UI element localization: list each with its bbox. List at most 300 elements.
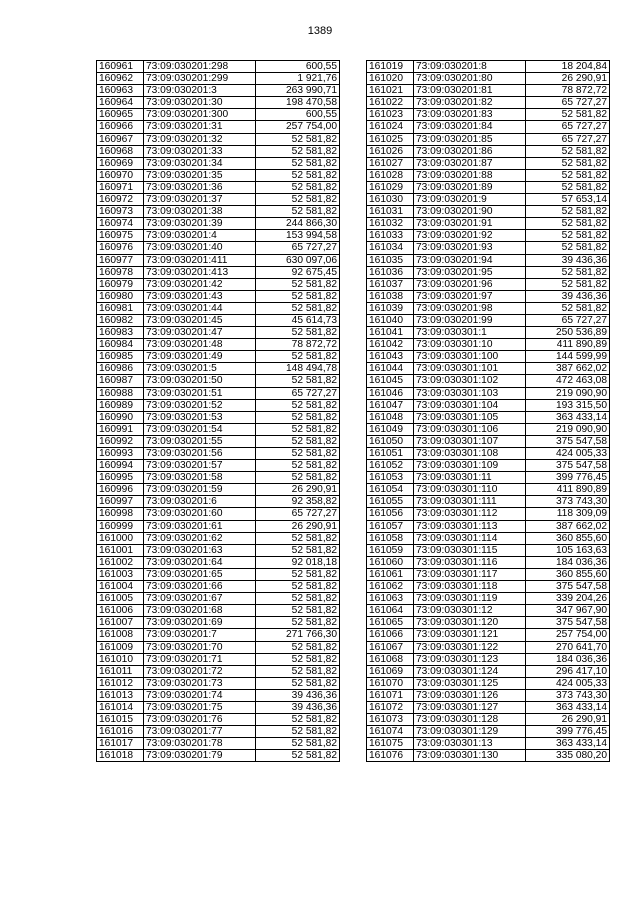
cadastral-value: 375 547,58 — [526, 460, 610, 472]
cadastral-number: 73:09:030201:45 — [144, 314, 256, 326]
row-number: 160978 — [97, 266, 144, 278]
table-row — [97, 496, 340, 508]
row-number: 160994 — [97, 460, 144, 472]
cadastral-number: 73:09:030201:64 — [144, 556, 256, 568]
row-number: 161014 — [97, 701, 144, 713]
row-number: 160963 — [97, 85, 144, 97]
cadastral-number: 73:09:030301:112 — [414, 508, 526, 520]
cadastral-value: 52 581,82 — [256, 448, 340, 460]
table-row — [97, 653, 340, 665]
table-row — [367, 653, 610, 665]
cadastral-number: 73:09:030301:108 — [414, 448, 526, 460]
cadastral-number: 73:09:030201:96 — [414, 278, 526, 290]
table-row — [97, 726, 340, 738]
cadastral-number: 73:09:030201:6 — [144, 496, 256, 508]
table-row — [367, 133, 610, 145]
cadastral-value: 52 581,82 — [256, 665, 340, 677]
table-row — [367, 520, 610, 532]
cadastral-value: 39 436,36 — [256, 701, 340, 713]
cadastral-number: 73:09:030201:91 — [414, 218, 526, 230]
table-row — [367, 750, 610, 762]
table-row — [367, 738, 610, 750]
cadastral-number: 73:09:030201:80 — [414, 73, 526, 85]
cadastral-value: 52 581,82 — [256, 460, 340, 472]
cadastral-value: 52 581,82 — [526, 169, 610, 181]
cadastral-number: 73:09:030201:8 — [414, 61, 526, 73]
cadastral-number: 73:09:030201:73 — [144, 677, 256, 689]
cadastral-value: 52 581,82 — [256, 568, 340, 580]
row-number: 161068 — [367, 653, 414, 665]
cadastral-value: 339 204,26 — [526, 593, 610, 605]
cadastral-number: 73:09:030201:75 — [144, 701, 256, 713]
table-row — [367, 689, 610, 701]
cadastral-number: 73:09:030201:97 — [414, 290, 526, 302]
cadastral-number: 73:09:030301:100 — [414, 351, 526, 363]
row-number: 161002 — [97, 556, 144, 568]
table-row — [367, 701, 610, 713]
row-number: 161019 — [367, 61, 414, 73]
table-row — [367, 399, 610, 411]
row-number: 161043 — [367, 351, 414, 363]
row-number: 160970 — [97, 169, 144, 181]
page-number: 1389 — [307, 25, 333, 37]
table-row — [367, 242, 610, 254]
table-row — [97, 605, 340, 617]
cadastral-value: 244 866,30 — [256, 218, 340, 230]
table-row — [97, 230, 340, 242]
table-row — [97, 73, 340, 85]
table-row — [97, 302, 340, 314]
table-row — [367, 677, 610, 689]
cadastral-value: 52 581,82 — [256, 411, 340, 423]
table-row — [367, 617, 610, 629]
table-row — [97, 677, 340, 689]
table-row — [97, 351, 340, 363]
cadastral-number: 73:09:030201:31 — [144, 121, 256, 133]
row-number: 160971 — [97, 181, 144, 193]
table-row — [97, 556, 340, 568]
row-number: 161060 — [367, 556, 414, 568]
row-number: 161016 — [97, 726, 144, 738]
cadastral-number: 73:09:030201:95 — [414, 266, 526, 278]
row-number: 161026 — [367, 145, 414, 157]
cadastral-number: 73:09:030201:51 — [144, 387, 256, 399]
cadastral-number: 73:09:030201:84 — [414, 121, 526, 133]
table-row — [97, 435, 340, 447]
cadastral-value: 52 581,82 — [256, 653, 340, 665]
cadastral-value: 52 581,82 — [256, 738, 340, 750]
table-row — [367, 544, 610, 556]
cadastral-number: 73:09:030301:119 — [414, 593, 526, 605]
cadastral-value: 52 581,82 — [256, 544, 340, 556]
cadastral-number: 73:09:030201:99 — [414, 314, 526, 326]
cadastral-value: 52 581,82 — [256, 206, 340, 218]
cadastral-value: 65 727,27 — [256, 242, 340, 254]
table-row — [97, 133, 340, 145]
table-row — [97, 460, 340, 472]
row-number: 161031 — [367, 206, 414, 218]
cadastral-value: 52 581,82 — [256, 290, 340, 302]
cadastral-value: 271 766,30 — [256, 629, 340, 641]
row-number: 161059 — [367, 544, 414, 556]
table-row — [97, 520, 340, 532]
row-number: 160977 — [97, 254, 144, 266]
cadastral-value: 52 581,82 — [256, 617, 340, 629]
row-number: 160988 — [97, 387, 144, 399]
cadastral-value: 26 290,91 — [256, 520, 340, 532]
cadastral-number: 73:09:030301:104 — [414, 399, 526, 411]
table-row — [367, 714, 610, 726]
cadastral-value: 65 727,27 — [526, 314, 610, 326]
cadastral-number: 73:09:030201:7 — [144, 629, 256, 641]
row-number: 161033 — [367, 230, 414, 242]
cadastral-number: 73:09:030201:90 — [414, 206, 526, 218]
cadastral-value: 373 743,30 — [526, 689, 610, 701]
cadastral-value: 52 581,82 — [526, 242, 610, 254]
table-row — [97, 714, 340, 726]
table-row — [97, 544, 340, 556]
cadastral-number: 73:09:030201:62 — [144, 532, 256, 544]
row-number: 160984 — [97, 339, 144, 351]
cadastral-number: 73:09:030301:123 — [414, 653, 526, 665]
row-number: 161041 — [367, 327, 414, 339]
table-row — [97, 375, 340, 387]
cadastral-table-right — [366, 60, 610, 762]
cadastral-value: 335 080,20 — [526, 750, 610, 762]
table-row — [97, 738, 340, 750]
cadastral-number: 73:09:030201:3 — [144, 85, 256, 97]
cadastral-number: 73:09:030201:70 — [144, 641, 256, 653]
row-number: 160986 — [97, 363, 144, 375]
cadastral-number: 73:09:030201:71 — [144, 653, 256, 665]
table-row — [367, 484, 610, 496]
cadastral-value: 52 581,82 — [256, 399, 340, 411]
cadastral-value: 65 727,27 — [526, 133, 610, 145]
cadastral-value: 52 581,82 — [256, 593, 340, 605]
row-number: 160972 — [97, 194, 144, 206]
cadastral-number: 73:09:030301:121 — [414, 629, 526, 641]
cadastral-number: 73:09:030301:110 — [414, 484, 526, 496]
cadastral-value: 198 470,58 — [256, 97, 340, 109]
table-row — [367, 726, 610, 738]
cadastral-value: 399 776,45 — [526, 472, 610, 484]
row-number: 161025 — [367, 133, 414, 145]
table-row — [367, 460, 610, 472]
cadastral-value: 347 967,90 — [526, 605, 610, 617]
cadastral-number: 73:09:030201:94 — [414, 254, 526, 266]
row-number: 161037 — [367, 278, 414, 290]
cadastral-value: 52 581,82 — [256, 145, 340, 157]
cadastral-number: 73:09:030301:113 — [414, 520, 526, 532]
table-row — [367, 327, 610, 339]
cadastral-number: 73:09:030201:98 — [414, 302, 526, 314]
cadastral-number: 73:09:030201:65 — [144, 568, 256, 580]
cadastral-value: 52 581,82 — [256, 726, 340, 738]
cadastral-number: 73:09:030301:10 — [414, 339, 526, 351]
cadastral-value: 52 581,82 — [526, 157, 610, 169]
row-number: 161000 — [97, 532, 144, 544]
table-row — [97, 266, 340, 278]
cadastral-value: 52 581,82 — [256, 581, 340, 593]
cadastral-number: 73:09:030201:72 — [144, 665, 256, 677]
row-number: 161064 — [367, 605, 414, 617]
cadastral-number: 73:09:030201:77 — [144, 726, 256, 738]
cadastral-value: 52 581,82 — [256, 750, 340, 762]
cadastral-number: 73:09:030201:36 — [144, 181, 256, 193]
table-row — [367, 218, 610, 230]
row-number: 160987 — [97, 375, 144, 387]
cadastral-number: 73:09:030201:76 — [144, 714, 256, 726]
cadastral-value: 387 662,02 — [526, 363, 610, 375]
table-row — [367, 194, 610, 206]
cadastral-value: 193 315,50 — [526, 399, 610, 411]
cadastral-value: 387 662,02 — [526, 520, 610, 532]
row-number: 161071 — [367, 689, 414, 701]
table-row — [367, 423, 610, 435]
cadastral-value: 52 581,82 — [256, 375, 340, 387]
table-row — [97, 363, 340, 375]
cadastral-value: 65 727,27 — [256, 387, 340, 399]
cadastral-value: 360 855,60 — [526, 568, 610, 580]
cadastral-value: 52 581,82 — [256, 641, 340, 653]
cadastral-value: 363 433,14 — [526, 411, 610, 423]
cadastral-number: 73:09:030201:39 — [144, 218, 256, 230]
table-row — [97, 157, 340, 169]
table-row — [367, 629, 610, 641]
table-row — [367, 121, 610, 133]
cadastral-value: 52 581,82 — [256, 677, 340, 689]
row-number: 161047 — [367, 399, 414, 411]
cadastral-value: 257 754,00 — [256, 121, 340, 133]
row-number: 161004 — [97, 581, 144, 593]
cadastral-value: 250 536,89 — [526, 327, 610, 339]
table-row — [367, 73, 610, 85]
cadastral-number: 73:09:030201:61 — [144, 520, 256, 532]
table-row — [367, 230, 610, 242]
row-number: 160998 — [97, 508, 144, 520]
table-row — [367, 169, 610, 181]
cadastral-number: 73:09:030201:40 — [144, 242, 256, 254]
cadastral-value: 52 581,82 — [256, 423, 340, 435]
row-number: 160973 — [97, 206, 144, 218]
cadastral-number: 73:09:030201:30 — [144, 97, 256, 109]
table-row — [367, 314, 610, 326]
cadastral-number: 73:09:030201:59 — [144, 484, 256, 496]
row-number: 161022 — [367, 97, 414, 109]
cadastral-value: 92 675,45 — [256, 266, 340, 278]
cadastral-value: 375 547,58 — [526, 617, 610, 629]
table-row — [97, 423, 340, 435]
row-number: 161056 — [367, 508, 414, 520]
table-row — [367, 448, 610, 460]
cadastral-number: 73:09:030301:106 — [414, 423, 526, 435]
cadastral-number: 73:09:030201:38 — [144, 206, 256, 218]
cadastral-number: 73:09:030201:54 — [144, 423, 256, 435]
table-row — [97, 339, 340, 351]
cadastral-number: 73:09:030201:68 — [144, 605, 256, 617]
cadastral-value: 52 581,82 — [256, 157, 340, 169]
cadastral-value: 52 581,82 — [526, 302, 610, 314]
cadastral-value: 52 581,82 — [526, 145, 610, 157]
cadastral-number: 73:09:030201:47 — [144, 327, 256, 339]
table-row — [97, 472, 340, 484]
cadastral-number: 73:09:030301:115 — [414, 544, 526, 556]
row-number: 161021 — [367, 85, 414, 97]
cadastral-value: 411 890,89 — [526, 484, 610, 496]
cadastral-table-left — [96, 60, 340, 762]
row-number: 161039 — [367, 302, 414, 314]
cadastral-number: 73:09:030201:57 — [144, 460, 256, 472]
row-number: 160981 — [97, 302, 144, 314]
cadastral-number: 73:09:030201:299 — [144, 73, 256, 85]
cadastral-number: 73:09:030201:35 — [144, 169, 256, 181]
cadastral-value: 424 005,33 — [526, 677, 610, 689]
table-row — [367, 508, 610, 520]
cadastral-number: 73:09:030201:63 — [144, 544, 256, 556]
table-row — [97, 629, 340, 641]
cadastral-value: 52 581,82 — [256, 605, 340, 617]
cadastral-value: 52 581,82 — [526, 218, 610, 230]
table-row — [367, 254, 610, 266]
cadastral-number: 73:09:030201:86 — [414, 145, 526, 157]
row-number: 160996 — [97, 484, 144, 496]
cadastral-value: 399 776,45 — [526, 726, 610, 738]
table-row — [97, 314, 340, 326]
table-row — [97, 109, 340, 121]
cadastral-value: 39 436,36 — [526, 290, 610, 302]
table-row — [97, 448, 340, 460]
table-row — [97, 641, 340, 653]
cadastral-value: 52 581,82 — [526, 278, 610, 290]
cadastral-number: 73:09:030301:117 — [414, 568, 526, 580]
cadastral-number: 73:09:030301:127 — [414, 701, 526, 713]
cadastral-number: 73:09:030201:413 — [144, 266, 256, 278]
table-row — [367, 266, 610, 278]
row-number: 161027 — [367, 157, 414, 169]
cadastral-number: 73:09:030201:93 — [414, 242, 526, 254]
table-row — [367, 302, 610, 314]
row-number: 161062 — [367, 581, 414, 593]
table-row — [367, 435, 610, 447]
cadastral-number: 73:09:030201:87 — [414, 157, 526, 169]
cadastral-number: 73:09:030201:60 — [144, 508, 256, 520]
cadastral-number: 73:09:030201:42 — [144, 278, 256, 290]
row-number: 161024 — [367, 121, 414, 133]
row-number: 160962 — [97, 73, 144, 85]
table-row — [367, 61, 610, 73]
table-row — [97, 568, 340, 580]
cadastral-value: 1 921,76 — [256, 73, 340, 85]
row-number: 160969 — [97, 157, 144, 169]
table-row — [97, 194, 340, 206]
cadastral-value: 78 872,72 — [256, 339, 340, 351]
cadastral-number: 73:09:030201:92 — [414, 230, 526, 242]
row-number: 161035 — [367, 254, 414, 266]
cadastral-number: 73:09:030201:74 — [144, 689, 256, 701]
cadastral-value: 52 581,82 — [526, 109, 610, 121]
cadastral-number: 73:09:030201:9 — [414, 194, 526, 206]
cadastral-number: 73:09:030301:13 — [414, 738, 526, 750]
table-row — [367, 532, 610, 544]
cadastral-number: 73:09:030201:56 — [144, 448, 256, 460]
table-row — [97, 169, 340, 181]
row-number: 161012 — [97, 677, 144, 689]
cadastral-number: 73:09:030301:107 — [414, 435, 526, 447]
table-row — [367, 411, 610, 423]
table-row — [97, 701, 340, 713]
row-number: 161055 — [367, 496, 414, 508]
row-number: 161070 — [367, 677, 414, 689]
cadastral-number: 73:09:030201:4 — [144, 230, 256, 242]
cadastral-number: 73:09:030201:32 — [144, 133, 256, 145]
row-number: 160982 — [97, 314, 144, 326]
cadastral-number: 73:09:030201:69 — [144, 617, 256, 629]
cadastral-value: 263 990,71 — [256, 85, 340, 97]
table-row — [367, 363, 610, 375]
cadastral-number: 73:09:030301:116 — [414, 556, 526, 568]
cadastral-number: 73:09:030301:11 — [414, 472, 526, 484]
table-row — [367, 97, 610, 109]
cadastral-value: 52 581,82 — [256, 435, 340, 447]
table-row — [367, 581, 610, 593]
table-row — [367, 665, 610, 677]
table-row — [97, 484, 340, 496]
row-number: 161063 — [367, 593, 414, 605]
cadastral-number: 73:09:030301:122 — [414, 641, 526, 653]
row-number: 160980 — [97, 290, 144, 302]
row-number: 161052 — [367, 460, 414, 472]
row-number: 161040 — [367, 314, 414, 326]
row-number: 161051 — [367, 448, 414, 460]
cadastral-number: 73:09:030201:78 — [144, 738, 256, 750]
row-number: 160991 — [97, 423, 144, 435]
cadastral-number: 73:09:030201:50 — [144, 375, 256, 387]
row-number: 160990 — [97, 411, 144, 423]
row-number: 161073 — [367, 714, 414, 726]
cadastral-value: 270 641,70 — [526, 641, 610, 653]
row-number: 161008 — [97, 629, 144, 641]
cadastral-number: 73:09:030201:55 — [144, 435, 256, 447]
cadastral-number: 73:09:030301:124 — [414, 665, 526, 677]
cadastral-value: 57 653,14 — [526, 194, 610, 206]
cadastral-number: 73:09:030201:89 — [414, 181, 526, 193]
table-row — [367, 85, 610, 97]
cadastral-number: 73:09:030201:33 — [144, 145, 256, 157]
row-number: 161045 — [367, 375, 414, 387]
cadastral-value: 600,55 — [256, 109, 340, 121]
row-number: 160999 — [97, 520, 144, 532]
table-row — [367, 593, 610, 605]
row-number: 161015 — [97, 714, 144, 726]
cadastral-value: 65 727,27 — [526, 121, 610, 133]
cadastral-number: 73:09:030301:125 — [414, 677, 526, 689]
table-row — [97, 508, 340, 520]
cadastral-value: 26 290,91 — [526, 714, 610, 726]
table-row — [97, 290, 340, 302]
cadastral-number: 73:09:030301:120 — [414, 617, 526, 629]
row-number: 161046 — [367, 387, 414, 399]
row-number: 161053 — [367, 472, 414, 484]
cadastral-value: 375 547,58 — [526, 581, 610, 593]
row-number: 160965 — [97, 109, 144, 121]
cadastral-number: 73:09:030201:411 — [144, 254, 256, 266]
cadastral-number: 73:09:030201:43 — [144, 290, 256, 302]
row-number: 161069 — [367, 665, 414, 677]
cadastral-value: 630 097,06 — [256, 254, 340, 266]
cadastral-number: 73:09:030301:114 — [414, 532, 526, 544]
table-row — [367, 278, 610, 290]
cadastral-value: 52 581,82 — [256, 133, 340, 145]
